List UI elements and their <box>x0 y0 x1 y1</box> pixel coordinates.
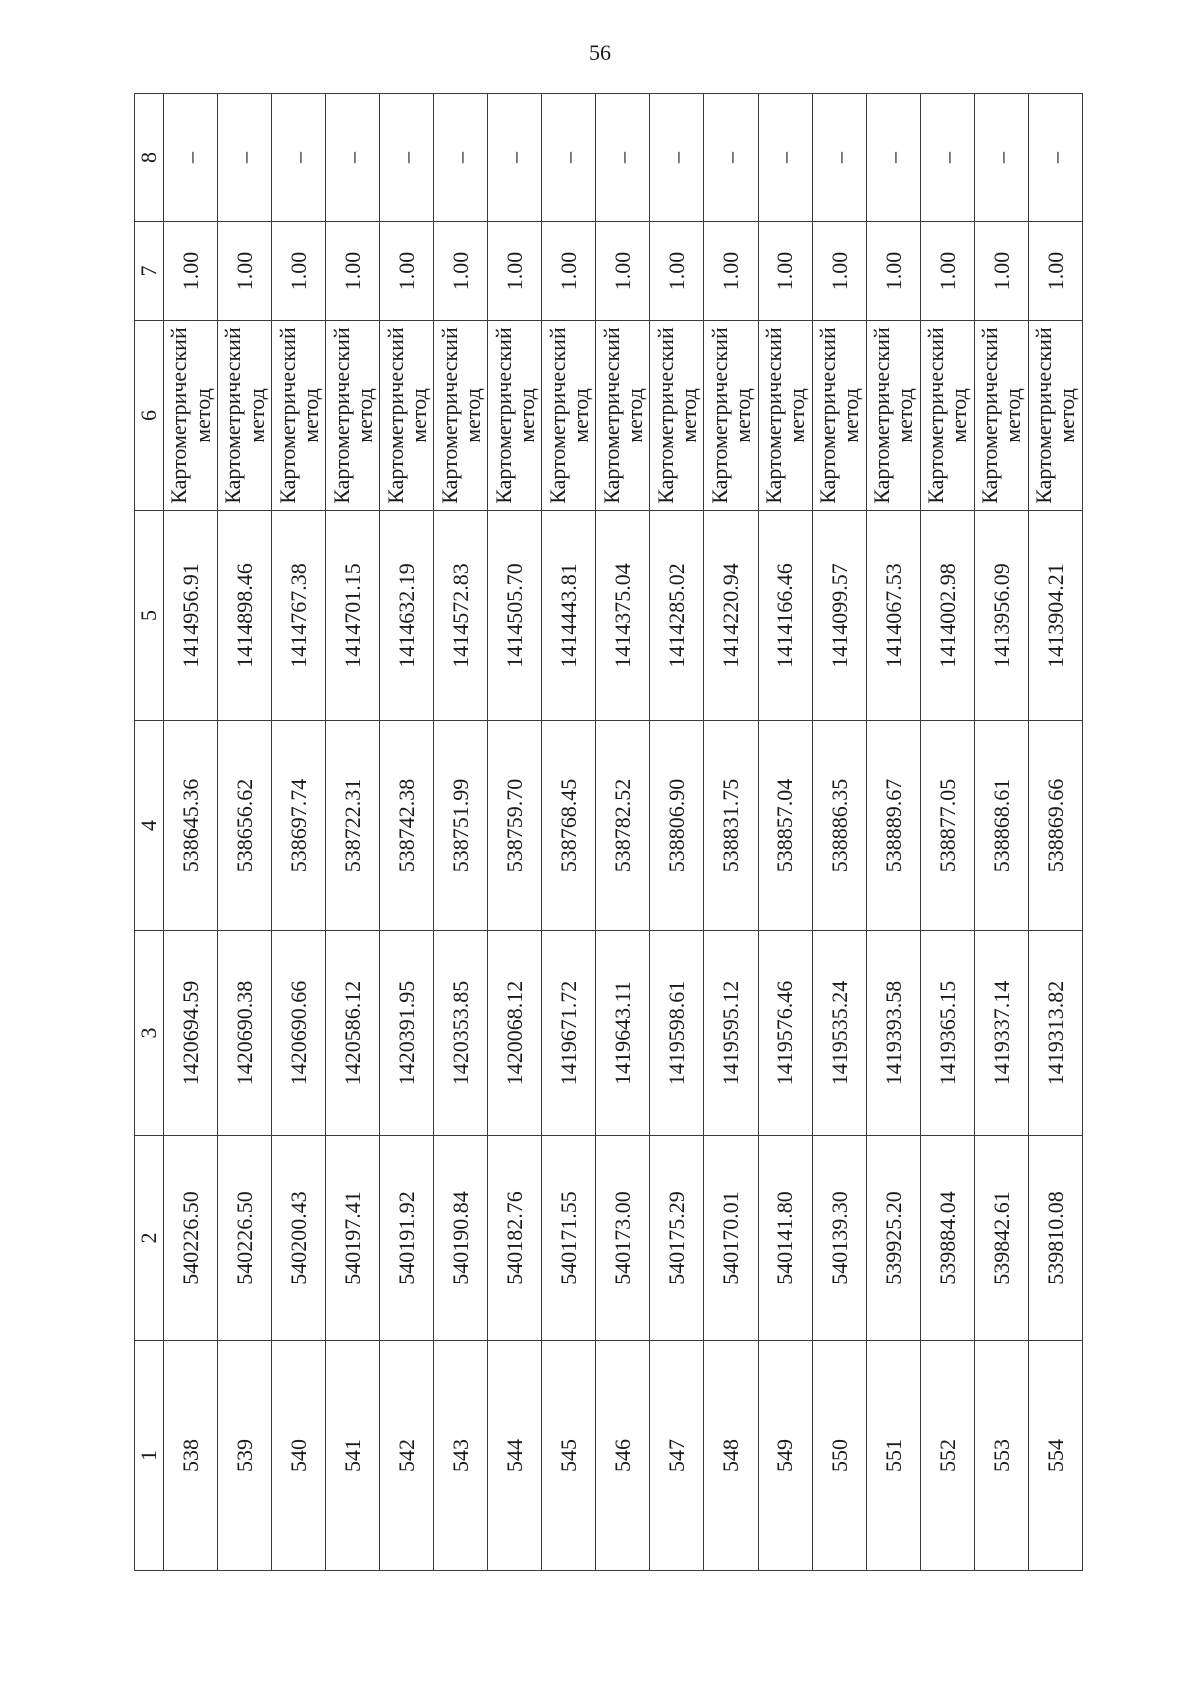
coordinates-table <box>134 93 1083 1571</box>
method-line-1: Картометрический <box>328 327 354 504</box>
table-cell: 538722.31 <box>326 721 380 931</box>
method-line-1: Картометрический <box>1031 327 1057 504</box>
method-cell <box>650 321 704 511</box>
table-body <box>164 94 1083 1571</box>
table-row <box>920 94 974 1571</box>
table-cell: 1420391.95 <box>380 931 434 1136</box>
table-cell: 1419671.72 <box>542 931 596 1136</box>
table-cell: 540226.50 <box>164 1136 218 1341</box>
table-row <box>488 94 542 1571</box>
table-cell: 540173.00 <box>596 1136 650 1341</box>
method-cell <box>866 321 920 511</box>
table-cell: 540182.76 <box>488 1136 542 1341</box>
method-line-2: метод <box>297 388 323 443</box>
table-cell: 540141.80 <box>758 1136 812 1341</box>
table-cell: 539884.04 <box>920 1136 974 1341</box>
column-header: 7 <box>135 222 164 321</box>
table-cell: 539 <box>218 1341 272 1571</box>
column-header: 3 <box>135 931 164 1136</box>
table-row <box>650 94 704 1571</box>
column-header: 6 <box>135 321 164 511</box>
table-cell: 540175.29 <box>650 1136 704 1341</box>
table-cell: 1414067.53 <box>866 511 920 721</box>
method-cell <box>974 321 1028 511</box>
table-cell: 538697.74 <box>272 721 326 931</box>
table-cell: 1.00 <box>596 222 650 321</box>
table-cell: 540 <box>272 1341 326 1571</box>
table-cell: 1414099.57 <box>812 511 866 721</box>
table-cell: – <box>812 94 866 222</box>
table-cell: 1.00 <box>218 222 272 321</box>
method-line-1: Картометрический <box>923 327 949 504</box>
table-cell: 1419576.46 <box>758 931 812 1136</box>
rotated-table-container <box>134 94 1083 1571</box>
table-cell: 546 <box>596 1341 650 1571</box>
table-cell: – <box>542 94 596 222</box>
table-cell: 1.00 <box>380 222 434 321</box>
table-cell: 1.00 <box>488 222 542 321</box>
method-cell <box>380 321 434 511</box>
table-cell: 1420690.66 <box>272 931 326 1136</box>
table-cell: – <box>758 94 812 222</box>
method-cell <box>164 321 218 511</box>
table-cell: 1.00 <box>1028 222 1082 321</box>
method-line-2: метод <box>892 388 918 443</box>
method-cell <box>758 321 812 511</box>
table-cell: 540191.92 <box>380 1136 434 1341</box>
table-cell: 540190.84 <box>434 1136 488 1341</box>
table-row <box>218 94 272 1571</box>
table-cell: 540226.50 <box>218 1136 272 1341</box>
method-line-2: метод <box>189 388 215 443</box>
method-line-1: Картометрический <box>436 327 462 504</box>
table-cell: 1414898.46 <box>218 511 272 721</box>
table-cell: 1419313.82 <box>1028 931 1082 1136</box>
table-cell: – <box>974 94 1028 222</box>
table-cell: 1.00 <box>542 222 596 321</box>
table-cell: 539842.61 <box>974 1136 1028 1341</box>
method-cell <box>218 321 272 511</box>
table-cell: 1420690.38 <box>218 931 272 1136</box>
table-cell: 1414767.38 <box>272 511 326 721</box>
table-cell: – <box>866 94 920 222</box>
table-cell: 1419337.14 <box>974 931 1028 1136</box>
table-cell: 540170.01 <box>704 1136 758 1341</box>
table-cell: 549 <box>758 1341 812 1571</box>
table-cell: 539810.08 <box>1028 1136 1082 1341</box>
table-cell: 543 <box>434 1341 488 1571</box>
method-cell <box>812 321 866 511</box>
table-cell: 550 <box>812 1341 866 1571</box>
column-header: 5 <box>135 511 164 721</box>
method-line-1: Картометрический <box>382 327 408 504</box>
table-row <box>272 94 326 1571</box>
method-line-2: метод <box>243 388 269 443</box>
table-cell: 538877.05 <box>920 721 974 931</box>
table-cell: 551 <box>866 1341 920 1571</box>
method-line-1: Картометрический <box>220 327 246 504</box>
method-line-1: Картометрический <box>544 327 570 504</box>
table-cell: – <box>326 94 380 222</box>
table-cell: – <box>218 94 272 222</box>
method-line-1: Картометрический <box>869 327 895 504</box>
table-cell: 1414632.19 <box>380 511 434 721</box>
table-row <box>434 94 488 1571</box>
table-row <box>1028 94 1082 1571</box>
method-line-1: Картометрический <box>166 327 192 504</box>
column-header: 4 <box>135 721 164 931</box>
table-cell: – <box>434 94 488 222</box>
table-cell: 538645.36 <box>164 721 218 931</box>
table-cell: 1419393.58 <box>866 931 920 1136</box>
table-cell: 547 <box>650 1341 704 1571</box>
table-row <box>326 94 380 1571</box>
table-cell: 552 <box>920 1341 974 1571</box>
method-line-2: метод <box>946 388 972 443</box>
table-cell: 1.00 <box>812 222 866 321</box>
table-cell: 538869.66 <box>1028 721 1082 931</box>
table-cell: 1419365.15 <box>920 931 974 1136</box>
table-row <box>866 94 920 1571</box>
table-cell: 1.00 <box>866 222 920 321</box>
table-cell: 538886.35 <box>812 721 866 931</box>
method-cell <box>542 321 596 511</box>
method-line-1: Картометрический <box>274 327 300 504</box>
method-cell <box>920 321 974 511</box>
method-line-2: метод <box>729 388 755 443</box>
table-cell: 1.00 <box>758 222 812 321</box>
table-row <box>596 94 650 1571</box>
method-line-2: метод <box>675 388 701 443</box>
table-cell: 540171.55 <box>542 1136 596 1341</box>
table-cell: 1414956.91 <box>164 511 218 721</box>
table-cell: 554 <box>1028 1341 1082 1571</box>
table-cell: 1414701.15 <box>326 511 380 721</box>
method-cell <box>326 321 380 511</box>
table-cell: – <box>488 94 542 222</box>
table-cell: 1420694.59 <box>164 931 218 1136</box>
method-line-2: метод <box>405 388 431 443</box>
method-cell <box>488 321 542 511</box>
method-line-2: метод <box>351 388 377 443</box>
table-cell: 538759.70 <box>488 721 542 931</box>
table-cell: – <box>1028 94 1082 222</box>
table-cell: 1414285.02 <box>650 511 704 721</box>
method-line-2: метод <box>621 388 647 443</box>
table-cell: 540139.30 <box>812 1136 866 1341</box>
table-row <box>164 94 218 1571</box>
header-row <box>135 94 164 1571</box>
table-cell: 1.00 <box>326 222 380 321</box>
table-cell: 1414505.70 <box>488 511 542 721</box>
table-cell: 1420068.12 <box>488 931 542 1136</box>
table-cell: 1.00 <box>272 222 326 321</box>
table-row <box>542 94 596 1571</box>
table-cell: 1.00 <box>164 222 218 321</box>
table-cell: 1420353.85 <box>434 931 488 1136</box>
table-cell: 1.00 <box>650 222 704 321</box>
table-cell: 542 <box>380 1341 434 1571</box>
table-cell: 548 <box>704 1341 758 1571</box>
table-cell: 538768.45 <box>542 721 596 931</box>
table-cell: 538782.52 <box>596 721 650 931</box>
method-line-1: Картометрический <box>760 327 786 504</box>
table-cell: 553 <box>974 1341 1028 1571</box>
table-cell: 1414572.83 <box>434 511 488 721</box>
table-cell: 1.00 <box>920 222 974 321</box>
table-cell: 1414375.04 <box>596 511 650 721</box>
method-line-1: Картометрический <box>814 327 840 504</box>
column-header: 2 <box>135 1136 164 1341</box>
table-row <box>974 94 1028 1571</box>
method-line-2: метод <box>567 388 593 443</box>
table-cell: 538742.38 <box>380 721 434 931</box>
method-cell <box>596 321 650 511</box>
method-line-2: метод <box>838 388 864 443</box>
table-cell: – <box>920 94 974 222</box>
method-line-2: метод <box>784 388 810 443</box>
method-cell <box>704 321 758 511</box>
table-cell: 538868.61 <box>974 721 1028 931</box>
table-cell: 538751.99 <box>434 721 488 931</box>
table-cell: 1413956.09 <box>974 511 1028 721</box>
table-row <box>380 94 434 1571</box>
table-cell: 1414166.46 <box>758 511 812 721</box>
method-line-2: метод <box>459 388 485 443</box>
table-cell: 1414002.98 <box>920 511 974 721</box>
table-cell: 1420586.12 <box>326 931 380 1136</box>
page-number: 56 <box>589 40 611 65</box>
method-cell <box>434 321 488 511</box>
table-cell: 1413904.21 <box>1028 511 1082 721</box>
table-row <box>704 94 758 1571</box>
table-cell: 1419535.24 <box>812 931 866 1136</box>
table-cell: 538 <box>164 1341 218 1571</box>
table-cell: 1419643.11 <box>596 931 650 1136</box>
table-cell: 1419595.12 <box>704 931 758 1136</box>
method-line-1: Картометрический <box>490 327 516 504</box>
table-row <box>812 94 866 1571</box>
table-cell: 1.00 <box>704 222 758 321</box>
method-line-2: метод <box>1000 388 1026 443</box>
table-cell: 538889.67 <box>866 721 920 931</box>
method-line-2: метод <box>513 388 539 443</box>
column-header: 1 <box>135 1341 164 1571</box>
table-cell: 1.00 <box>974 222 1028 321</box>
table-cell: 545 <box>542 1341 596 1571</box>
table-cell: – <box>596 94 650 222</box>
method-line-1: Картометрический <box>977 327 1003 504</box>
table-cell: 1419598.61 <box>650 931 704 1136</box>
table-cell: – <box>704 94 758 222</box>
table-cell: 541 <box>326 1341 380 1571</box>
table-cell: 1414443.81 <box>542 511 596 721</box>
method-line-2: метод <box>1054 388 1080 443</box>
table-cell: – <box>164 94 218 222</box>
table-cell: – <box>380 94 434 222</box>
table-cell: 544 <box>488 1341 542 1571</box>
table-cell: 1.00 <box>434 222 488 321</box>
table-cell: 540197.41 <box>326 1136 380 1341</box>
table-cell: 538656.62 <box>218 721 272 931</box>
method-line-1: Картометрический <box>598 327 624 504</box>
method-cell <box>1028 321 1082 511</box>
table-cell: 538857.04 <box>758 721 812 931</box>
table-row <box>758 94 812 1571</box>
table-cell: – <box>272 94 326 222</box>
method-line-1: Картометрический <box>706 327 732 504</box>
table-cell: 1414220.94 <box>704 511 758 721</box>
method-line-1: Картометрический <box>652 327 678 504</box>
table-cell: – <box>650 94 704 222</box>
table-cell: 538831.75 <box>704 721 758 931</box>
table-cell: 539925.20 <box>866 1136 920 1341</box>
column-header: 8 <box>135 94 164 222</box>
table-cell: 538806.90 <box>650 721 704 931</box>
method-cell <box>272 321 326 511</box>
table-cell: 540200.43 <box>272 1136 326 1341</box>
